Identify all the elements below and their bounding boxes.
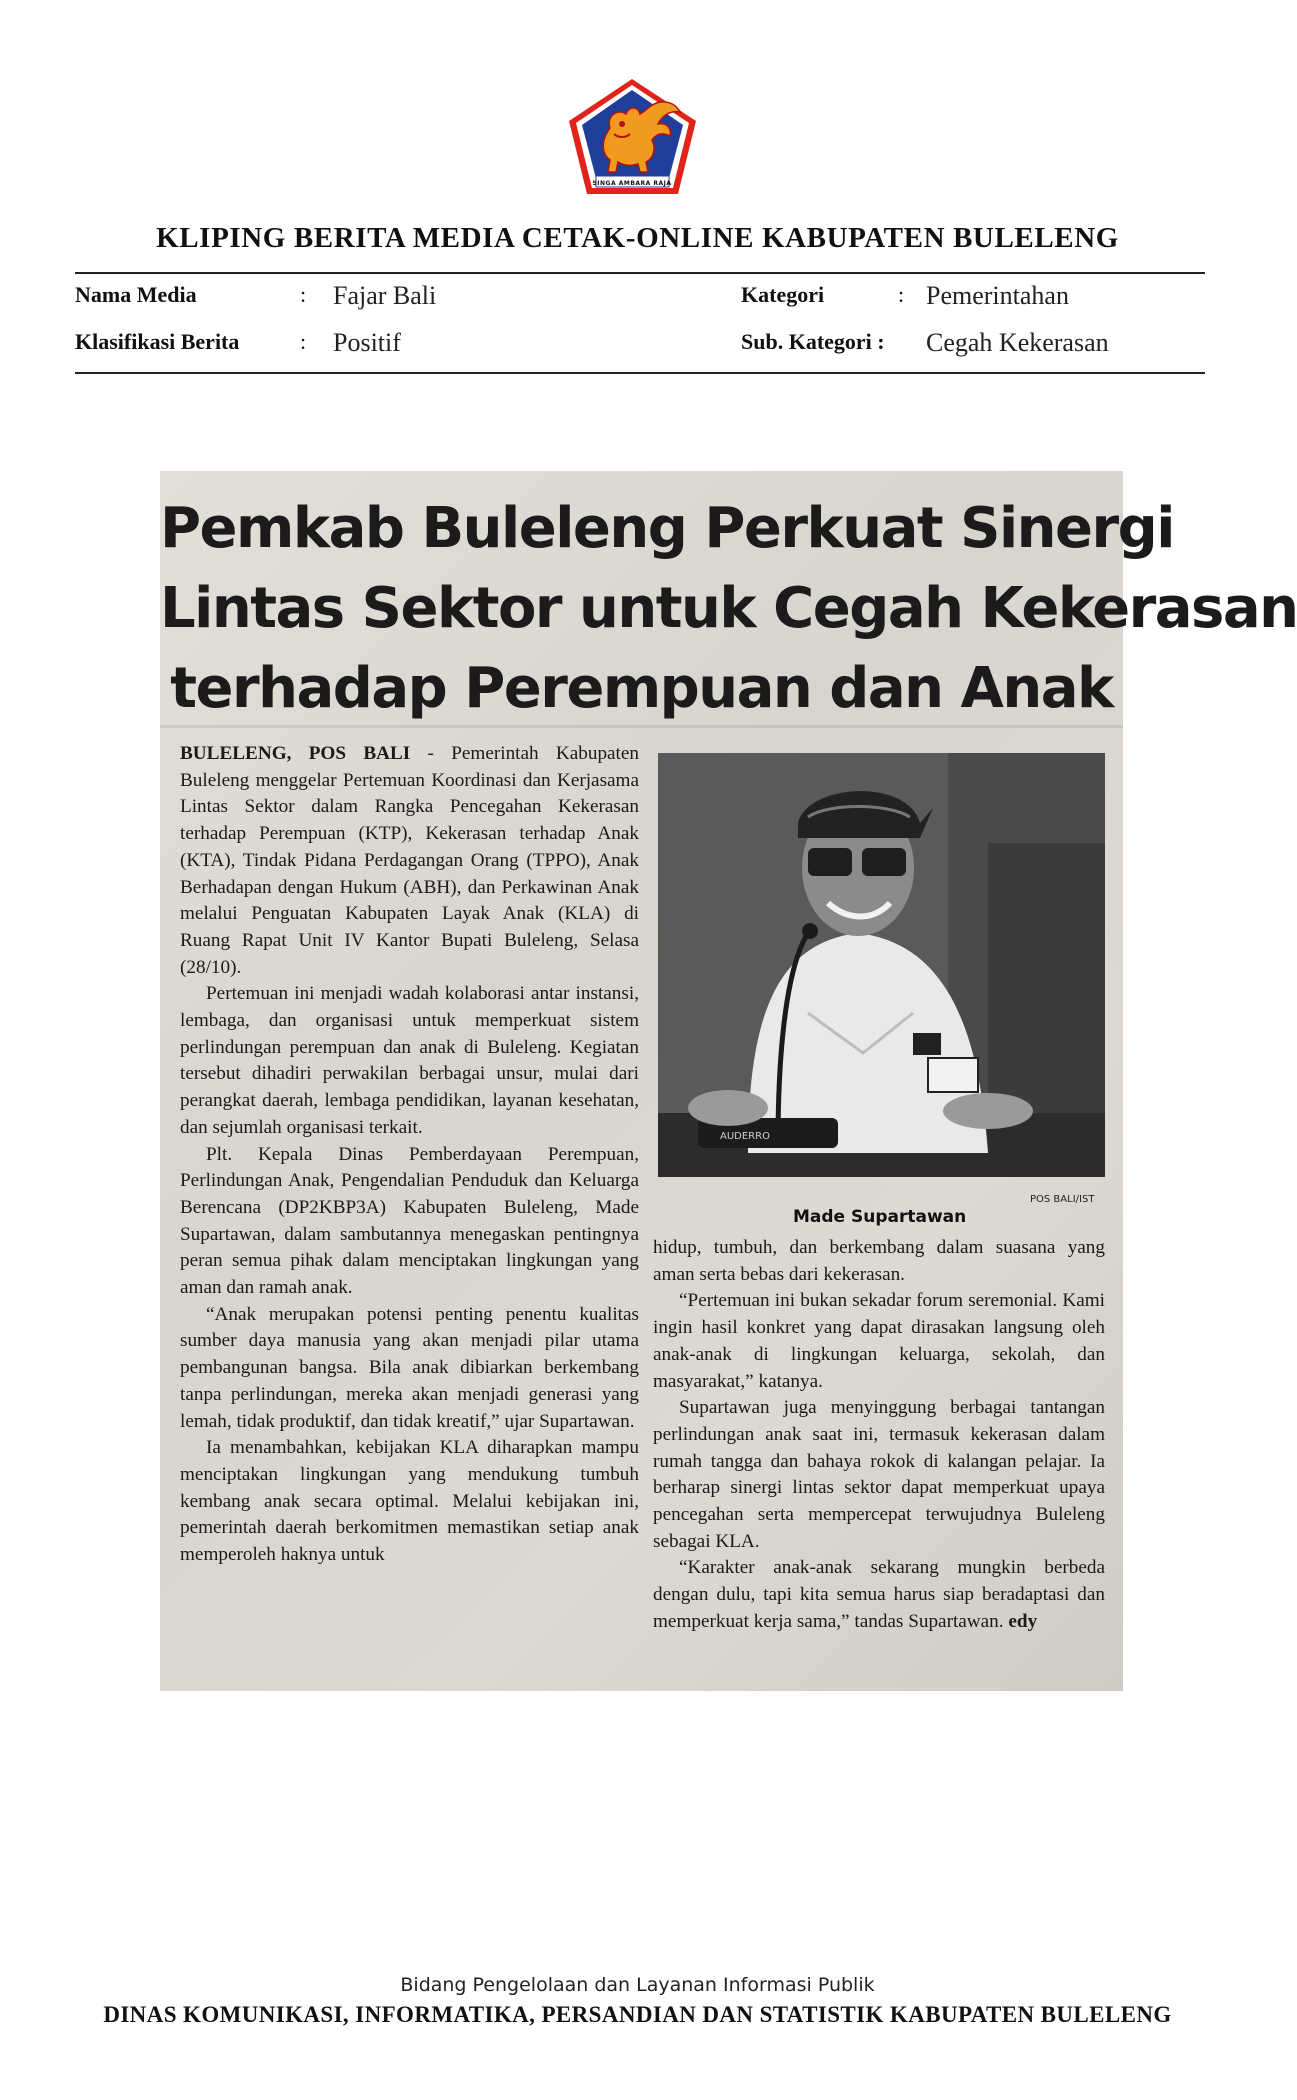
article-author: edy <box>1003 1610 1038 1632</box>
article-column-left <box>180 741 639 1569</box>
article-headline <box>160 489 1297 729</box>
kategori-label: Kategori <box>741 282 825 307</box>
paper-fold <box>160 725 1123 728</box>
headline-line-3: terhadap Perempuan dan Anak <box>170 656 1113 721</box>
logo-caption: SINGA AMBARA RAJA <box>592 180 672 187</box>
article-paragraph: “Karakter anak-anak sekarang mungkin berbeda dengan dulu, tapi kita semua harus siap beradaptasi dan memperkuat kerja sama,” tandas Supartawan. edy <box>653 1557 1105 1632</box>
footer-agency: DINAS KOMUNIKASI, INFORMATIKA, PERSANDIAN DAN STATISTIK KABUPATEN BULELENG <box>103 2002 1172 2027</box>
sub-kategori-label: Sub. Kategori : <box>741 329 885 354</box>
article-column-right <box>653 1235 1105 1636</box>
klasifikasi-colon: : <box>300 329 307 354</box>
sub-kategori-value: Cegah Kekerasan <box>926 328 1109 357</box>
article-paragraph: hidup, tumbuh, dan berkembang dalam suasana yang aman serta bebas dari kekerasan. <box>653 1237 1105 1285</box>
nama-media-value: Fajar Bali <box>333 281 437 310</box>
article-paragraph: Ia menambahkan, kebijakan KLA diharapkan mampu menciptakan lingkungan yang mendukung tumbuh kembang anak secara optimal. Melalui kebijakan ini, pemerintah daerah berkomitmen memastikan setiap anak memperoleh haknya untuk <box>180 1437 639 1566</box>
klasifikasi-label: Klasifikasi Berita <box>75 329 240 354</box>
microphone-label: AUDERRO <box>720 1131 770 1142</box>
nama-media-colon: : <box>300 282 307 307</box>
kategori-colon: : <box>898 282 905 307</box>
headline-line-1: Pemkab Buleleng Perkuat Sinergi <box>160 496 1174 561</box>
article-paragraph: “Pertemuan ini bukan sekadar forum seremonial. Kami ingin hasil konkret yang dapat dirasakan langsung oleh anak-anak di lingkungan keluarga, sekolah, dan masyarakat,” katanya. <box>653 1290 1105 1392</box>
article-paragraph: Plt. Kepala Dinas Pemberdayaan Perempuan, Perlindungan Anak, Pengendalian Penduduk dan Keluarga Berencana (DP2KBP3A) Kabupaten Buleleng, Made Supartawan, dalam sambutannya menegaskan pentingnya peran semua pihak dalam menciptakan lingkungan yang aman dan ramah anak. <box>180 1143 639 1299</box>
meta-divider <box>75 372 1205 374</box>
article-paragraph: Supartawan juga menyinggung berbagai tantangan perlindungan anak saat ini, termasuk kekerasan dalam rumah tangga dan bahaya rokok di kalangan pelajar. Ia berharap sinergi lintas sektor dapat memperkuat upaya pencegahan serta mempercepat terwujudnya Buleleng sebagai KLA. <box>653 1397 1105 1552</box>
article-photo <box>658 753 1105 1177</box>
header-divider <box>75 272 1205 274</box>
article-dateline: BULELENG, POS BALI <box>180 743 411 764</box>
photo-caption: Made Supartawan <box>793 1207 967 1227</box>
page-title: KLIPING BERITA MEDIA CETAK-ONLINE KABUPATEN BULELENG <box>156 222 1119 254</box>
nama-media-label: Nama Media <box>75 282 197 307</box>
headline-line-2: Lintas Sektor untuk Cegah Kekerasan <box>160 576 1297 641</box>
article-paragraph: Pertemuan ini menjadi wadah kolaborasi antar instansi, lembaga, dan organisasi untuk memperkuat sistem perlindungan perempuan dan anak di Buleleng. Kegiatan tersebut dihadiri perwakilan berbagai unsur, mulai dari perangkat daerah, lembaga pendidikan, layanan kesehatan, dan sejumlah organisasi terkait. <box>180 983 639 1138</box>
footer-division: Bidang Pengelolaan dan Layanan Informasi Publik <box>400 1974 875 1996</box>
photo-credit: POS BALI/IST <box>1030 1194 1095 1205</box>
klasifikasi-value: Positif <box>333 328 401 357</box>
article-paragraph: BULELENG, POS BALI - Pemerintah Kabupaten Buleleng menggelar Pertemuan Koordinasi dan Kerjasama Lintas Sektor dalam Rangka Pencegahan Kekerasan terhadap Perempuan (KTP), Kekerasan terhadap Anak (KTA), Tindak Pidana Perdagangan Orang (TPPO), Anak Berhadapan dengan Hukum (ABH), dan Perkawinan Anak melalui Penguatan Kabupaten Layak Anak (KLA) di Ruang Rapat Unit IV Kantor Bupati Buleleng, Selasa (28/10). <box>180 743 639 978</box>
newspaper-clipping <box>160 471 1297 1691</box>
kategori-value: Pemerintahan <box>926 281 1069 310</box>
article-paragraph: “Anak merupakan potensi penting penentu kualitas sumber daya manusia yang akan menjadi pilar utama pembangunan bangsa. Bila anak dibiarkan berkembang tanpa perlindungan, mereka akan menjadi generasi yang lemah, tidak produktif, dan tidak kreatif,” ujar Supartawan. <box>180 1303 639 1432</box>
